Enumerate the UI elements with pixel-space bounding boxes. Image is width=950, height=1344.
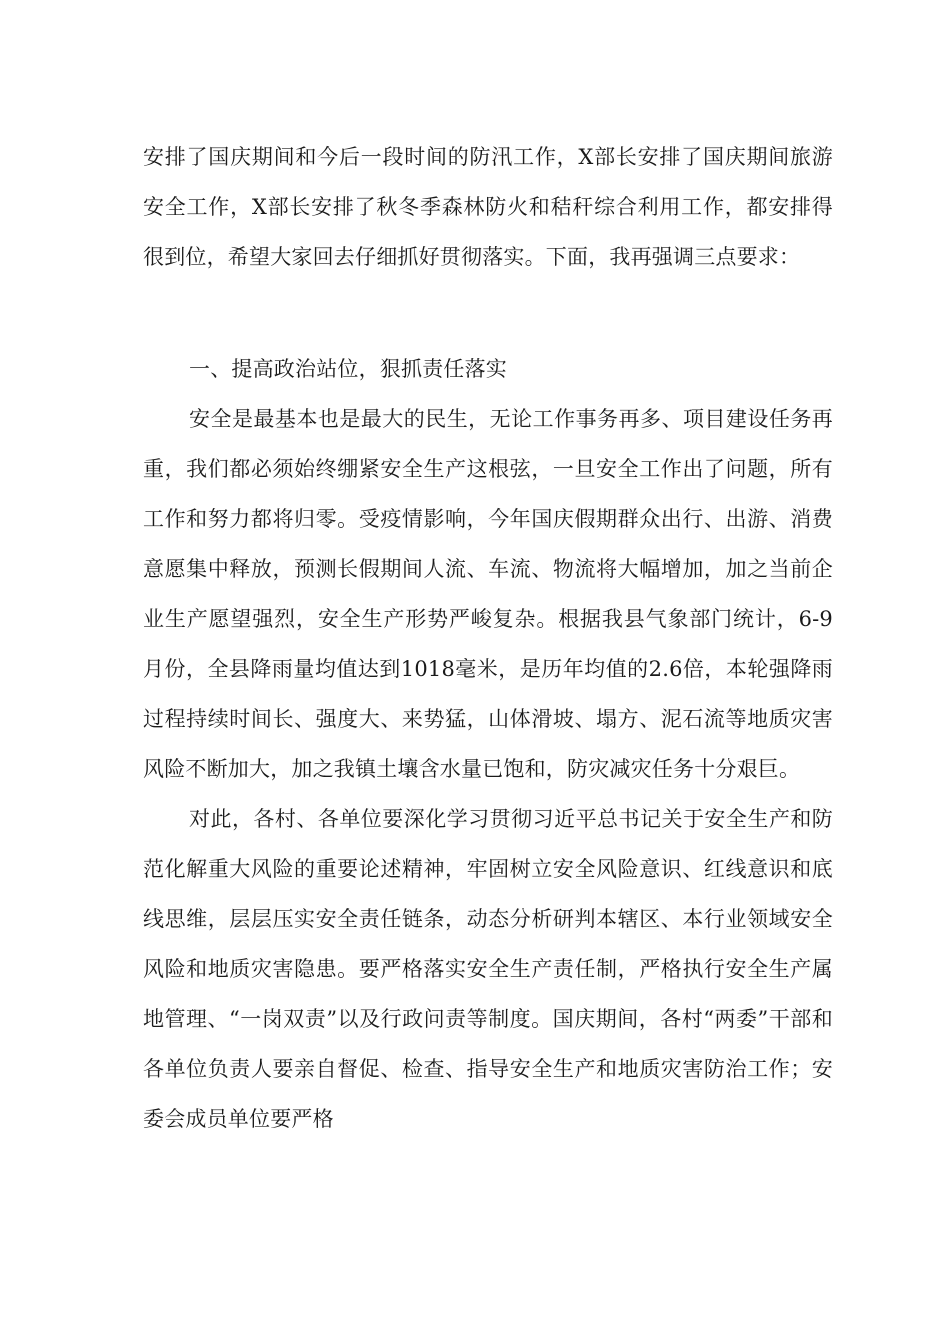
body-paragraph-2: 对此，各村、各单位要深化学习贯彻习近平总书记关于安全生产和防范化解重大风险的重要论述精神，牢固树立安全风险意识、红线意识和底线思维，层层压实安全责任链条，动态分析研判本辖区、本行业领域安全风险和地质灾害隐患。要严格落实安全生产责任制，严格执行安全生产属地管理、“一岗双责”以及行政问责等制度。国庆期间，各村“两委”干部和各单位负责人要亲自督促、检查、指导安全生产和地质灾害防治工作；安委会成员单位要严格: [143, 807, 833, 1131]
body-paragraph-1: 安全是最基本也是最大的民生，无论工作事务再多、项目建设任务再重，我们都必须始终绷紧安全生产这根弦，一旦安全工作出了问题，所有工作和努力都将归零。受疫情影响，今年国庆假期群众出行、出游、消费意愿集中释放，预测长假期间人流、车流、物流将大幅增加，加之当前企业生产愿望强烈，安全生产形势严峻复杂。根据我县气象部门统计，6-9月份，全县降雨量均值达到1018毫米，是历年均值的2.6倍，本轮强降雨过程持续时间长、强度大、来势猛，山体滑坡、塌方、泥石流等地质灾害风险不断加大，加之我镇土壤含水量已饱和，防灾减灾任务十分艰巨。: [143, 407, 833, 781]
section-heading: 一、提高政治站位，狠抓责任落实: [189, 357, 507, 381]
section-spacer: [143, 282, 833, 344]
intro-paragraph: 安排了国庆期间和今后一段时间的防汛工作，X部长安排了国庆期间旅游安全工作，X部长安排了秋冬季森林防火和秸秆综合利用工作，都安排得很到位，希望大家回去仔细抓好贯彻落实。下面，我再强调三点要求：: [143, 145, 833, 269]
document-body: [143, 132, 833, 1144]
